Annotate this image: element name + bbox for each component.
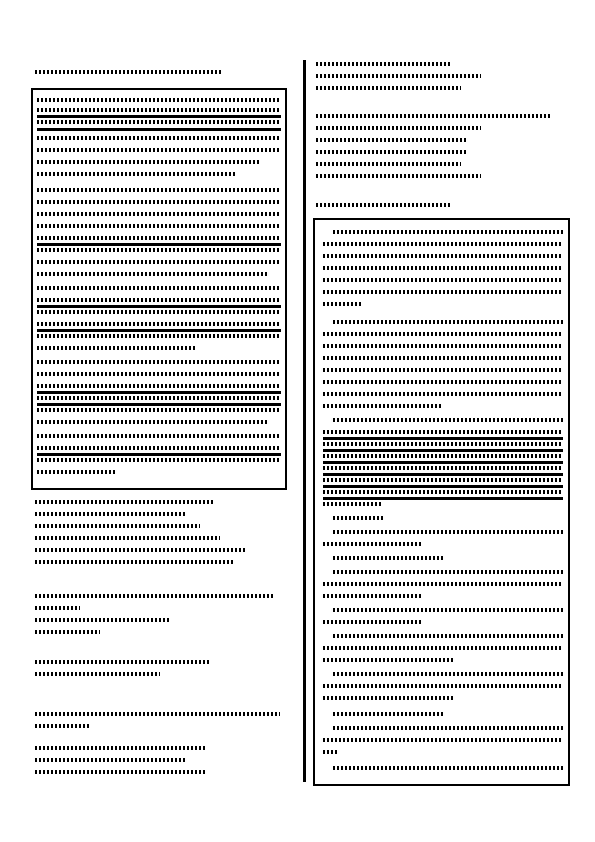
left-heading-line — [35, 70, 223, 74]
right-text-box — [313, 218, 570, 786]
column-divider — [303, 60, 306, 782]
left-text-box — [31, 88, 287, 490]
